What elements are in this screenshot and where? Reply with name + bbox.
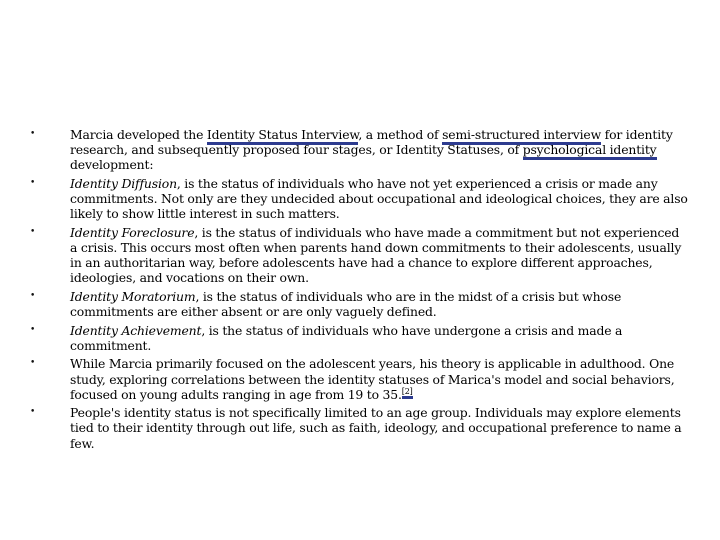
text-segment: Marcia developed the (70, 127, 207, 142)
bullet-icon: • (30, 226, 36, 237)
bullet-text (70, 225, 690, 286)
text-segment: People's identity status is not specifically limited to an age group. Individuals may explore elements tied to their identity through out life, such as faith, ideology, and occupational preference to name a few. (70, 405, 682, 451)
bullet-text (70, 405, 690, 451)
bullet-icon: • (30, 324, 36, 335)
text-segment: for identity research, and subsequently proposed four stages, or Identity Statuses, of (70, 127, 673, 158)
text-segment: , is the status of individuals who have undergone a crisis and made a commitment. (70, 322, 623, 353)
bullet-icon: • (30, 177, 36, 188)
bullet-text (70, 127, 690, 173)
text-segment: While Marcia primarily focused on the adolescent years, his theory is applicable in adulthood. One study, exploring correlations between the identity statuses of Marica's model and social behaviors, focused on young adults ranging in age from 19 to 35. (70, 356, 675, 402)
term-identity-diffusion: Identity Diffusion (70, 175, 177, 191)
term-identity-achievement: Identity Achievement (70, 322, 202, 338)
list-item (30, 127, 690, 173)
bullet-text (70, 323, 690, 353)
list-item (30, 289, 690, 319)
list-item (30, 176, 690, 222)
term-identity-foreclosure: Identity Foreclosure (70, 224, 195, 240)
bullet-list (30, 127, 690, 454)
list-item (30, 323, 690, 353)
bullet-icon: • (30, 129, 36, 139)
psychological-identity-link[interactable]: psychological identity (523, 142, 657, 160)
text-segment: development: (70, 157, 154, 173)
bullet-text (70, 176, 690, 222)
identity-status-interview-link[interactable]: Identity Status Interview (207, 127, 359, 145)
list-item (30, 405, 690, 451)
text-segment: , is the status of individuals who have made a commitment but not experienced a crisis. This occurs most often when parents hand down commitments to their adolescents, usually in an authoritarian way, before adolescents have had a chance to explore different approaches, ideologies, and vocations on their own. (70, 224, 682, 286)
text-segment: , is the status of individuals who are in the midst of a crisis but whose commitments are either absent or are only vaguely defined. (70, 288, 622, 320)
bullet-text (70, 356, 690, 402)
text-segment: , a method of (358, 127, 443, 142)
citation-link[interactable]: [2] (402, 387, 413, 399)
bullet-text (70, 289, 690, 319)
list-item (30, 356, 690, 402)
text-segment: , is the status of individuals who have not yet experienced a crisis or made any commitments. Not only are they undecided about occupational and ideological choices, they are also likely to show little interest in such matters. (70, 175, 688, 222)
bullet-icon: • (30, 358, 36, 369)
bullet-icon: • (30, 407, 36, 418)
bullet-icon: • (30, 290, 36, 301)
term-identity-moratorium: Identity Moratorium (70, 288, 196, 304)
semi-structured-interview-link[interactable]: semi-structured interview (442, 127, 601, 145)
list-item (30, 225, 690, 286)
